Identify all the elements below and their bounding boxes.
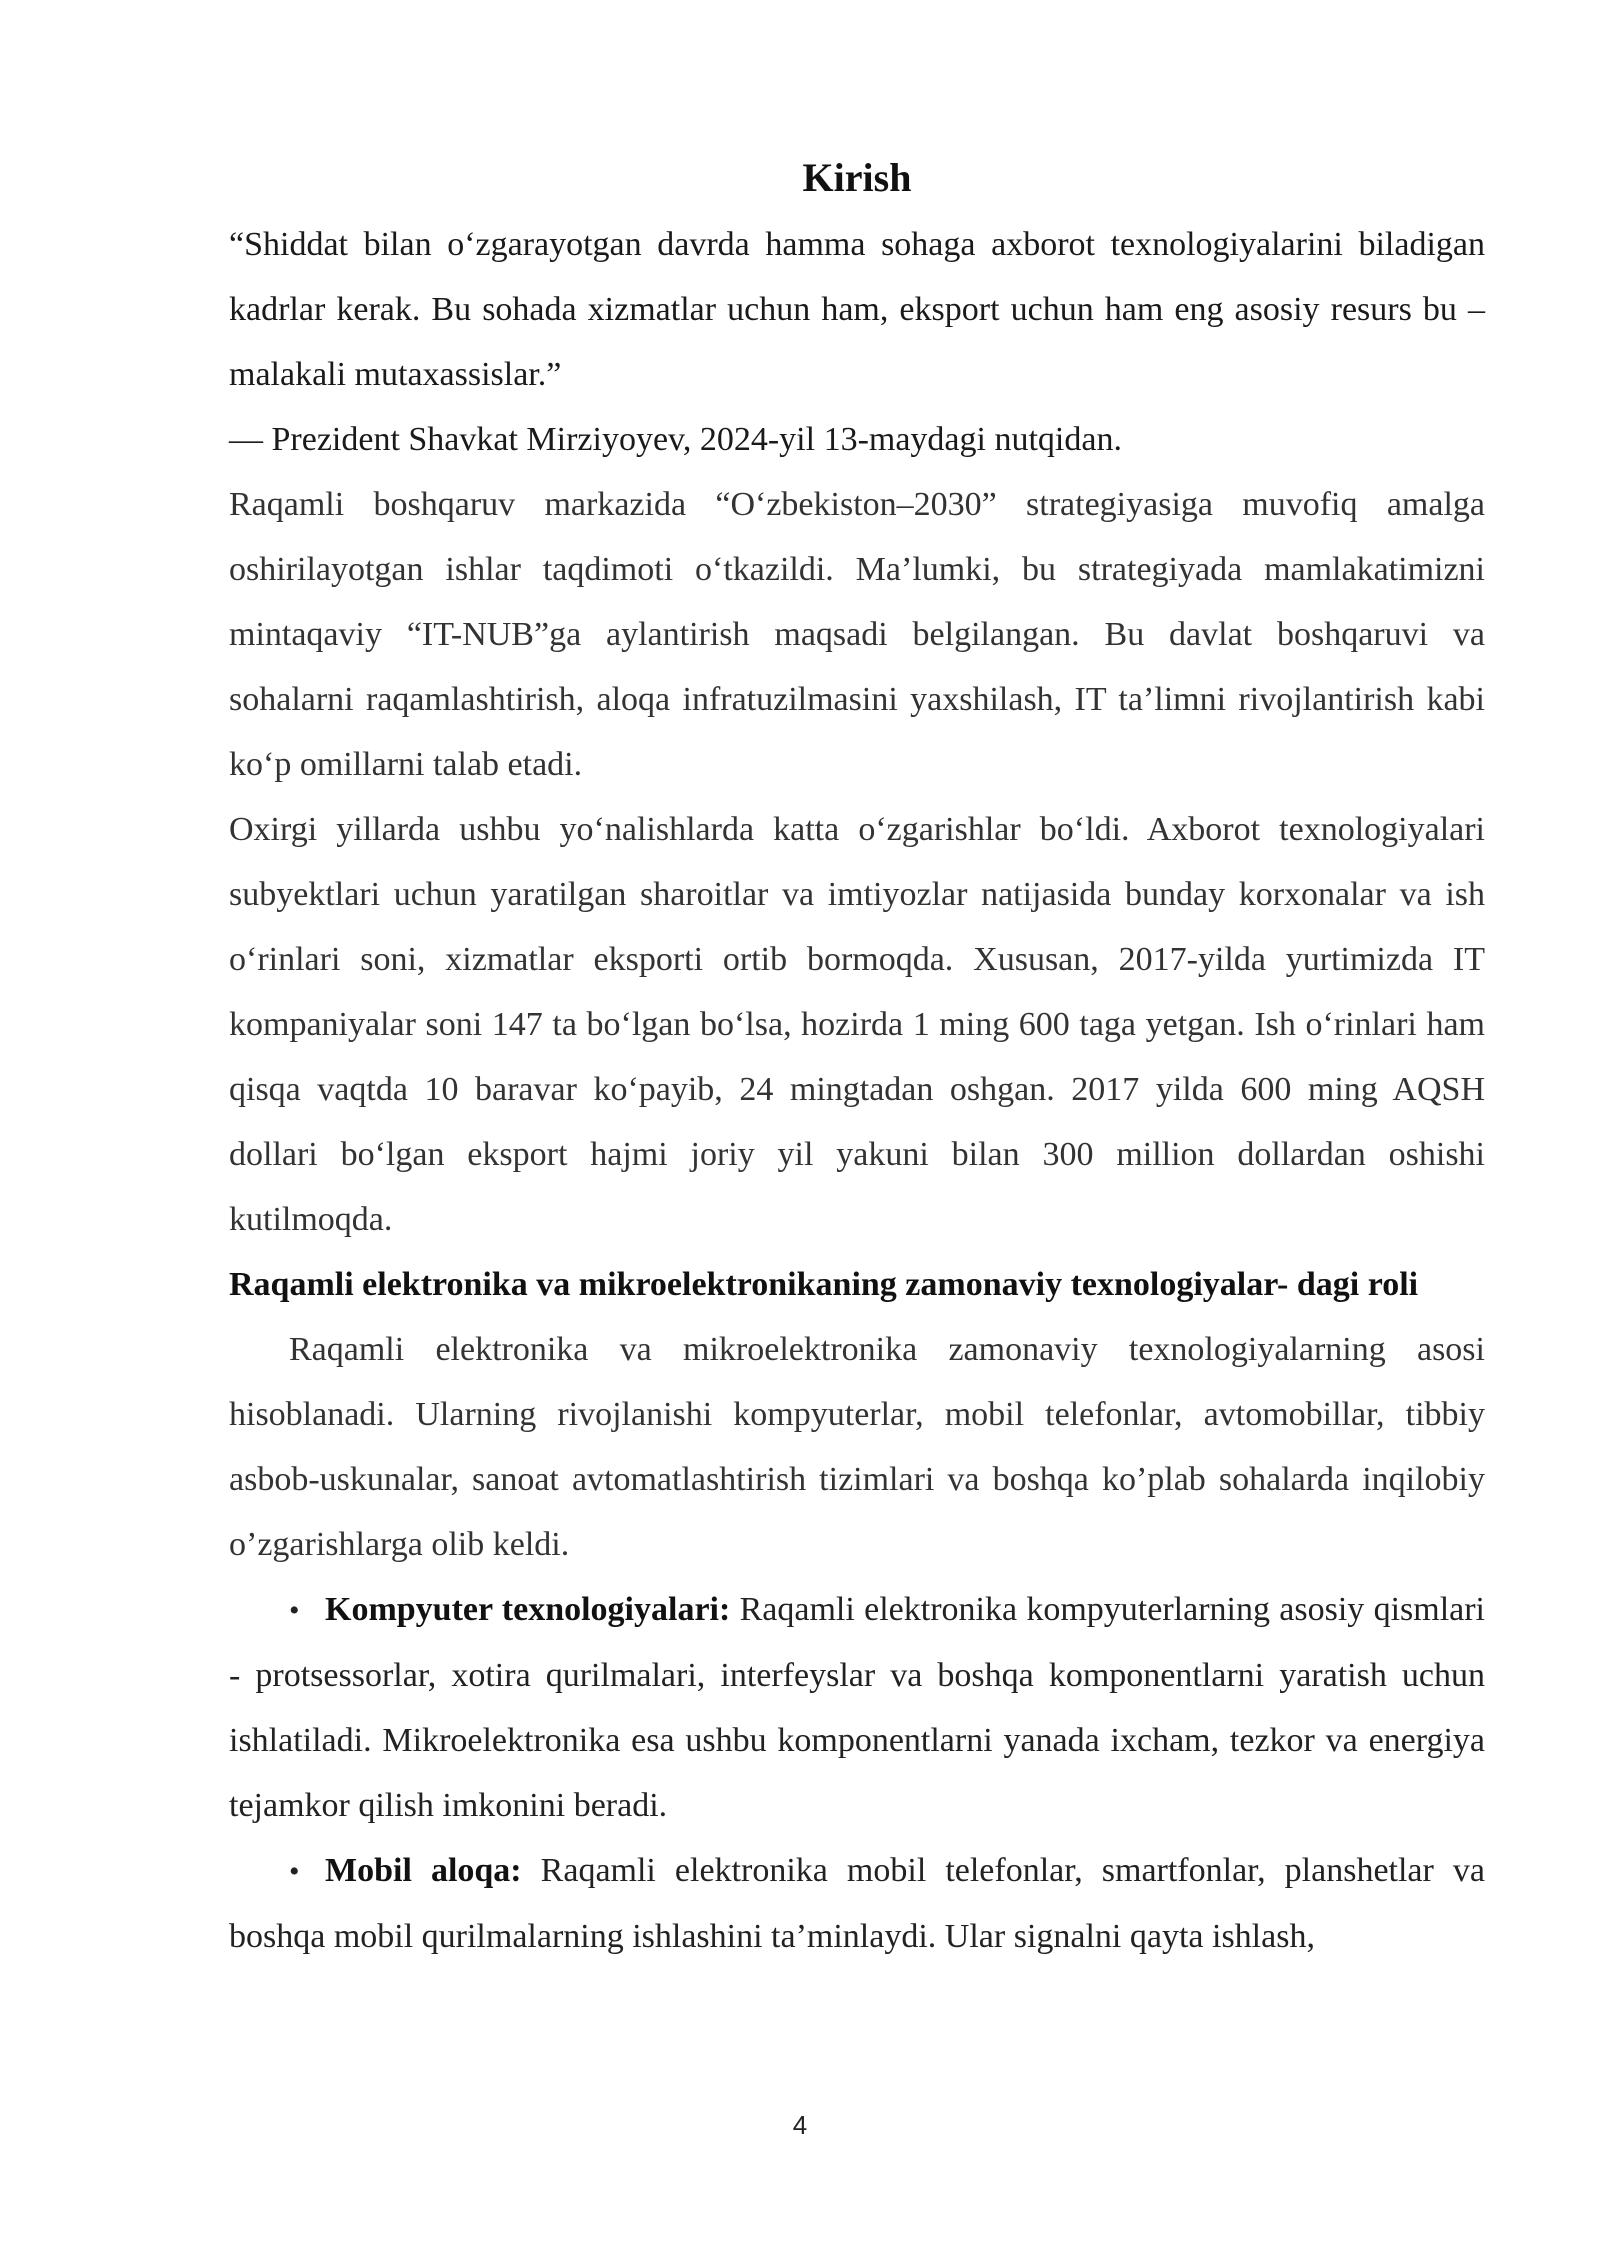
section-intro: Raqamli elektronika va mikroelektronika zamonaviy texnologiyalarning asosi hisoblanadi. Ularning rivojlanishi kompyuterlar, mobil telefonlar, avtomobillar, tibbiy asbob-uskunalar, sanoat avtomatlashtirish tizimlari va boshqa ko’plab sohalarda inqilobiy o’zgarishlarga olib keldi.	[229, 1331, 1485, 1563]
bullet-icon	[289, 1577, 325, 1643]
document-page	[229, 150, 1485, 1969]
page-number: 4	[792, 2110, 808, 2140]
list-item	[229, 1838, 1485, 1969]
bullet-text: Raqamli elektronika mobil telefonlar, smartfonlar, planshetlar va boshqa mobil qurilmalarning ishlashini ta’minlaydi. Ular signalni qayta ishlash,	[229, 1852, 1485, 1955]
section-heading: Raqamli elektronika va mikroelektronikaning zamonaviy texnologiyalar- dagi roli	[229, 1266, 1419, 1303]
epigraph-attribution: — Prezident Shavkat Mirziyoyev, 2024-yil 13-maydagi nutqidan.	[229, 421, 1122, 458]
epigraph-quote: “Shiddat bilan o‘zgarayotgan davrda hamma sohaga axborot texnologiyalarini biladigan kadrlar kerak. Bu sohada xizmatlar uchun ham, eksport uchun ham eng asosiy resurs bu – malakali mutaxassislar.”	[229, 226, 1485, 393]
bullet-term: Mobil aloqa:	[325, 1852, 522, 1889]
bullet-icon	[289, 1838, 325, 1904]
bullet-list	[229, 1577, 1485, 1969]
bullet-text: Raqamli elektronika kompyuterlarning asosiy qismlari - protsessorlar, xotira qurilmalari, interfeyslar va boshqa komponentlarni yaratish uchun ishlatiladi. Mikroelektronika esa ushbu komponentlarni yanada ixcham, tezkor va energiya tejamkor qilish imkonini beradi.	[229, 1591, 1485, 1824]
bullet-term: Kompyuter texnologiyalari:	[325, 1591, 731, 1628]
page-title: Kirish	[802, 155, 912, 200]
paragraph-strategy: Raqamli boshqaruv markazida “O‘zbekiston–2030” strategiyasiga muvofiq amalga oshirilayotgan ishlar taqdimoti o‘tkazildi. Ma’lumki, bu strategiyada mamlakatimizni mintaqaviy “IT-NUB”ga aylantirish maqsadi belgilangan. Bu davlat boshqaruvi va sohalarni raqamlashtirish, aloqa infratuzilmasini yaxshilash, IT ta’limni rivojlantirish kabi ko‘p omillarni talab etadi.	[229, 486, 1485, 783]
list-item	[229, 1577, 1485, 1838]
paragraph-statistics: Oxirgi yillarda ushbu yo‘nalishlarda katta o‘zgarishlar bo‘ldi. Axborot texnologiyalari subyektlari uchun yaratilgan sharoitlar va imtiyozlar natijasida bunday korxonalar va ish o‘rinlari soni, xizmatlar eksporti ortib bormoqda. Xususan, 2017-yilda yurtimizda IT kompaniyalar soni 147 ta bo‘lgan bo‘lsa, hozirda 1 ming 600 taga yetgan. Ish o‘rinlari ham qisqa vaqtda 10 baravar ko‘payib, 24 mingtadan oshgan. 2017 yilda 600 ming AQSH dollari bo‘lgan eksport hajmi joriy yil yakuni bilan 300 million dollardan oshishi kutilmoqda.	[229, 811, 1485, 1238]
